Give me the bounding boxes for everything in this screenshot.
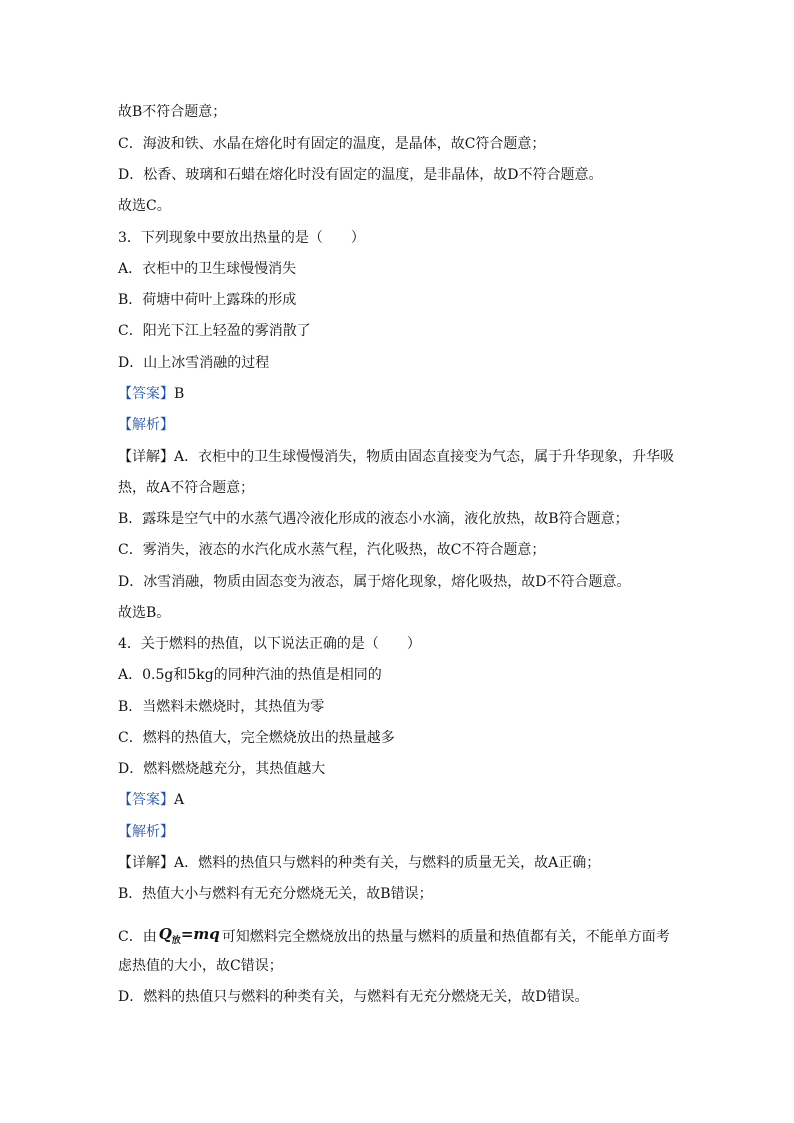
text-line: C．雾消失，液态的水汽化成水蒸气程，汽化吸热，故C不符合题意； (118, 542, 546, 558)
detail-text: A．衣柜中的卫生球慢慢消失，物质由固态直接变为气态，属于升华现象，升华吸 (174, 449, 675, 465)
text-line: C．海波和铁、水晶在熔化时有固定的温度，是晶体，故C符合题意； (118, 136, 546, 152)
question-3-option-c: C．阳光下江上轻盈的雾消散了 (118, 323, 311, 339)
question-3-option-d: D．山上冰雪消融的过程 (118, 355, 270, 371)
formula-q: Q (158, 925, 172, 943)
answer-value: A (174, 792, 185, 808)
question-4-option-b: B．当燃料未燃烧时，其热值为零 (118, 699, 325, 715)
question-4-option-c: C．燃料的热值大，完全燃烧放出的热量越多 (118, 730, 395, 746)
detail-tag: 【详解】 (118, 855, 174, 871)
text-line: 故B不符合题意； (118, 104, 227, 120)
answer-tag: 【答案】 (118, 386, 174, 402)
question-4-detail-a (118, 853, 600, 873)
question-4-detail-c (118, 924, 670, 951)
analysis-tag: 【解析】 (118, 824, 174, 840)
detail-text: 可知燃料完全燃烧放出的热量与燃料的质量和热值都有关，不能单方面考 (221, 929, 670, 945)
analysis-tag: 【解析】 (118, 417, 174, 433)
text-line: D．冰雪消融，物质由固态变为液态，属于熔化现象，熔化吸热，故D不符合题意。 (118, 574, 631, 590)
question-3-analysis-tag (118, 415, 174, 435)
question-4-stem: 4．关于燃料的热值，以下说法正确的是（ ） (118, 636, 421, 652)
question-4-answer (118, 790, 184, 810)
text-line: B．热值大小与燃料有无充分燃烧无关，故B错误； (118, 886, 433, 902)
text-line: 故选B。 (118, 605, 171, 621)
text-line: D．松香、玻璃和石蜡在熔化时没有固定的温度，是非晶体，故D不符合题意。 (118, 167, 603, 183)
question-3-answer (118, 384, 184, 404)
question-3-option-a: A．衣柜中的卫生球慢慢消失 (118, 261, 297, 277)
question-4-option-d: D．燃料燃烧越充分，其热值越大 (118, 761, 326, 777)
text-line: 故选C。 (118, 198, 171, 214)
detail-text: C．由 (118, 929, 157, 945)
text-line: B．露珠是空气中的水蒸气遇冷液化形成的液态小水滴，液化放热，故B符合题意； (118, 511, 629, 527)
text-line: 热，故A不符合题意； (118, 480, 255, 496)
question-3-stem: 3．下列现象中要放出热量的是（ ） (118, 230, 365, 246)
answer-value: B (174, 386, 185, 402)
formula-subscript: 放 (171, 936, 181, 946)
formula-rest: =mq (180, 925, 220, 943)
answer-tag: 【答案】 (118, 792, 174, 808)
heat-formula (159, 924, 220, 951)
question-3-option-b: B．荷塘中荷叶上露珠的形成 (118, 292, 297, 308)
question-3-detail-a (118, 447, 674, 467)
question-4-analysis-tag (118, 822, 174, 842)
text-line: D．燃料的热值只与燃料的种类有关，与燃料有无充分燃烧无关，故D错误。 (118, 989, 589, 1005)
text-line: 虑热值的大小，故C错误； (118, 958, 283, 974)
detail-tag: 【详解】 (118, 449, 174, 465)
question-4-option-a: A．0.5g和5kg的同种汽油的热值是相同的 (118, 667, 382, 683)
detail-text: A．燃料的热值只与燃料的种类有关，与燃料的质量无关，故A正确； (174, 855, 601, 871)
